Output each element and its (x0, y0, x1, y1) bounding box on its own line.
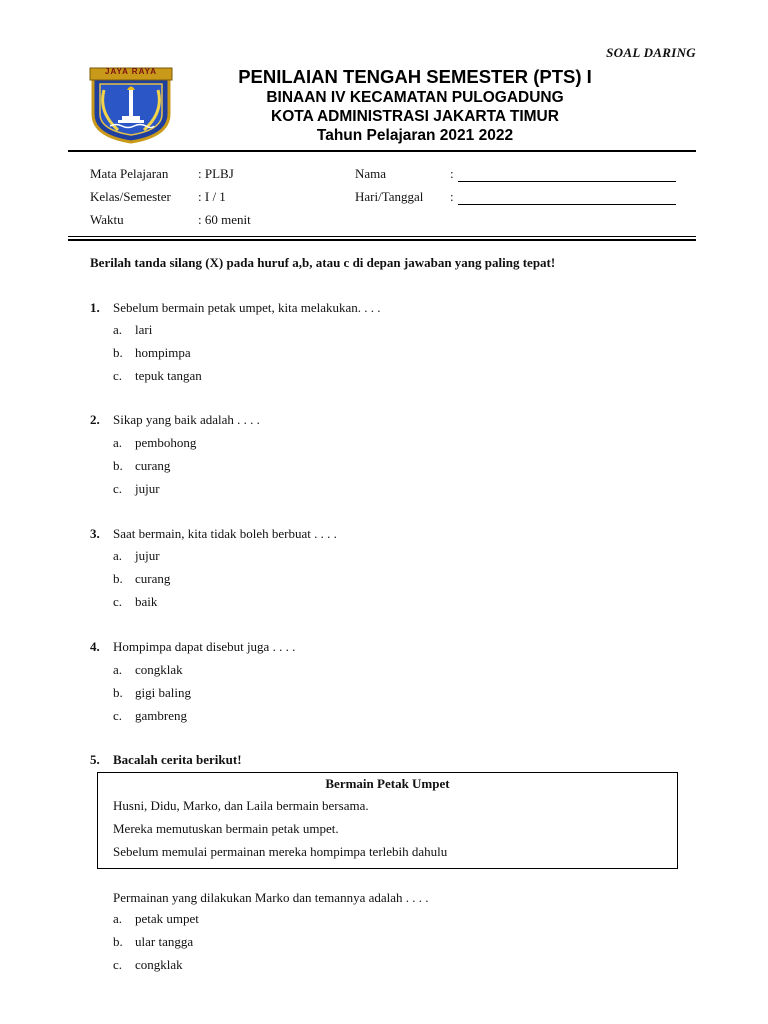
time-label: Waktu (90, 212, 124, 227)
date-separator: : (450, 189, 454, 204)
question-1-text: Sebelum bermain petak umpet, kita melakukan. . . . (113, 300, 381, 315)
question-2-option-b[interactable]: curang (135, 458, 171, 473)
info-divider-thick (68, 239, 696, 241)
question-3-option-c[interactable]: baik (135, 594, 158, 609)
question-1-option-b-letter[interactable]: b. (113, 345, 123, 360)
name-label: Nama (355, 166, 387, 181)
instruction-text: Berilah tanda silang (X) pada huruf a,b, atau c di depan jawaban yang paling tepat! (90, 255, 556, 270)
logo-banner-text: JAYA RAYA (105, 67, 157, 76)
question-1-option-c[interactable]: tepuk tangan (135, 368, 202, 383)
question-2-option-c[interactable]: jujur (135, 481, 160, 496)
question-3-text: Saat bermain, kita tidak boleh berbuat . . . . (113, 526, 337, 541)
question-5-option-c-letter[interactable]: c. (113, 957, 123, 972)
question-3-option-b[interactable]: curang (135, 571, 171, 586)
question-4-text: Hompimpa dapat disebut juga . . . . (113, 639, 296, 654)
question-3-option-c-letter[interactable]: c. (113, 594, 123, 609)
header-title: PENILAIAN TENGAH SEMESTER (PTS) I (238, 66, 592, 87)
question-5-prompt: Permainan yang dilakukan Marko dan temannya adalah . . . . (113, 890, 429, 905)
question-1-option-c-letter[interactable]: c. (113, 368, 123, 383)
question-4-option-b-letter[interactable]: b. (113, 685, 123, 700)
question-4-option-c[interactable]: gambreng (135, 708, 187, 723)
question-3-option-a-letter[interactable]: a. (113, 548, 123, 563)
question-5-number: 5. (90, 752, 100, 767)
name-field[interactable] (458, 167, 676, 186)
header-line-4: Tahun Pelajaran 2021 2022 (316, 127, 514, 144)
question-4-option-a[interactable]: congklak (135, 662, 183, 677)
subject-value: : PLBJ (198, 166, 234, 181)
jakarta-logo (88, 66, 174, 144)
story-line-2: Mereka memutuskan bermain petak umpet. (113, 821, 339, 836)
subject-label: Mata Pelajaran (90, 166, 169, 181)
story-title: Bermain Petak Umpet (325, 776, 450, 791)
class-label: Kelas/Semester (90, 189, 171, 204)
question-4-option-b[interactable]: gigi baling (135, 685, 191, 700)
question-2-option-c-letter[interactable]: c. (113, 481, 123, 496)
question-4-option-c-letter[interactable]: c. (113, 708, 123, 723)
question-2-option-a[interactable]: pembohong (135, 435, 197, 450)
question-5-option-b[interactable]: ular tangga (135, 934, 194, 949)
class-value: : I / 1 (198, 189, 226, 204)
soal-daring-tag: SOAL DARING (606, 45, 696, 60)
header-divider (68, 150, 696, 152)
question-5-option-c[interactable]: congklak (135, 957, 183, 972)
story-line-3: Sebelum memulai permainan mereka hompimpa terlebih dahulu (113, 844, 448, 859)
jakarta-coat-of-arms-icon (88, 66, 174, 144)
question-5-option-b-letter[interactable]: b. (113, 934, 123, 949)
story-line-1: Husni, Didu, Marko, dan Laila bermain bersama. (113, 798, 369, 813)
document-header (190, 66, 640, 145)
question-1-option-a[interactable]: lari (135, 322, 153, 337)
question-4-number: 4. (90, 639, 100, 654)
time-value: : 60 menit (198, 212, 251, 227)
question-2-text: Sikap yang baik adalah . . . . (113, 412, 260, 427)
question-3-number: 3. (90, 526, 100, 541)
name-separator: : (450, 166, 454, 181)
question-1-option-b[interactable]: hompimpa (135, 345, 191, 360)
date-field[interactable] (458, 190, 676, 209)
header-line-2: BINAAN IV KECAMATAN PULOGADUNG (266, 89, 564, 106)
question-2-option-a-letter[interactable]: a. (113, 435, 123, 450)
question-2-number: 2. (90, 412, 100, 427)
question-3-option-b-letter[interactable]: b. (113, 571, 123, 586)
info-divider-thin (68, 236, 696, 237)
header-line-3: KOTA ADMINISTRASI JAKARTA TIMUR (271, 108, 559, 125)
question-1-option-a-letter[interactable]: a. (113, 322, 123, 337)
date-label: Hari/Tanggal (355, 189, 424, 204)
question-5-text: Bacalah cerita berikut! (113, 752, 242, 767)
question-5-option-a[interactable]: petak umpet (135, 911, 199, 926)
question-5-option-a-letter[interactable]: a. (113, 911, 123, 926)
question-1-number: 1. (90, 300, 100, 315)
question-3-option-a[interactable]: jujur (135, 548, 160, 563)
question-4-option-a-letter[interactable]: a. (113, 662, 123, 677)
question-2-option-b-letter[interactable]: b. (113, 458, 123, 473)
